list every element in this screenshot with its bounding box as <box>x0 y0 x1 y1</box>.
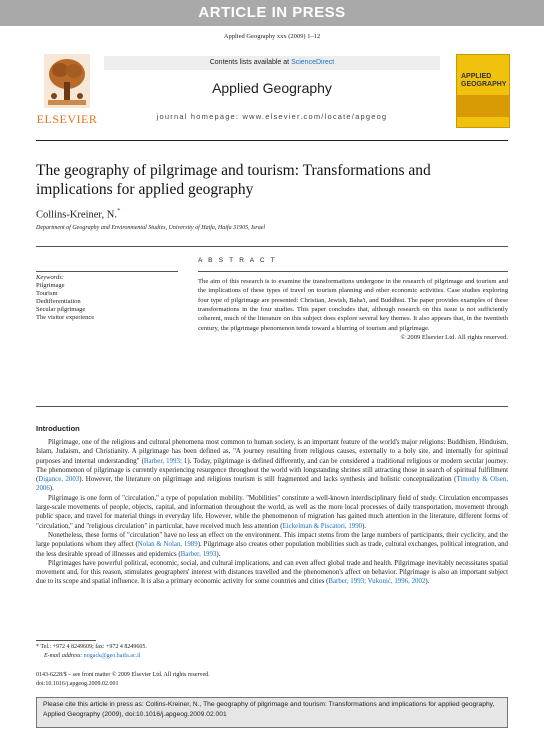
text-run: ). <box>49 485 54 493</box>
issn-line: 0143-6228/$ – see front matter © 2009 Elsevier Ltd. All rights reserved. <box>36 672 210 678</box>
text-run: Pilgrimage is one form of "circulation," a type of population mobility. "Mobilities" constitute a well-known interdisciplinary field of study. Circulation encompasses large-scale movements of people, objects, capital, and information throughout the world, as well as the more local processes of daily transportation, movement through public space, and travel for material things in everyday life. However, while the phenomenon of migration has gained much attention in the literature, different forms of "circulation," and "religious circulation" in particular, have received much less attention ( <box>36 494 508 530</box>
footnote-email-line <box>36 652 147 661</box>
text-run: Pilgrimage, one of the religious and cultural phenomena most common to human society, is an important feature of the world's major religions: Buddhism, Hinduism, Islam, Judaism, and Christianity. A pilgrimage has been defined as, "A journey resulting from religious causes, externally to a holy site, and internally for spiritual purposes and internal understanding" ( <box>36 439 508 465</box>
footnote-contact <box>36 643 147 652</box>
text-run: ). Pilgrimage also creates other population mobilities such as trade, cultural exchanges, political integration, and the less desirable spread of illnesses and epidemics ( <box>36 541 508 558</box>
abstract-bottom-rule <box>36 406 508 407</box>
homepage-link[interactable]: www.elsevier.com/locate/apgeog <box>242 112 388 121</box>
email-label: E-mail address: <box>44 652 83 659</box>
cover-band <box>457 95 509 117</box>
footnote <box>36 643 147 660</box>
journal-name: Applied Geography <box>212 80 332 96</box>
keywords-box <box>36 274 178 322</box>
elsevier-tree-icon <box>44 54 90 108</box>
abstract-copyright: © 2009 Elsevier Ltd. All rights reserved. <box>400 334 508 342</box>
cite-this-article-box: Please cite this article in press as: Collins-Kreiner, N., The geography of pilgrimage and tourism: Transformations and implications for applied geography, Applied Geography (2009), doi:10.1016/j.apgeog.2009.02.001 <box>36 697 508 728</box>
sciencedirect-link[interactable]: ScienceDirect <box>291 59 335 66</box>
affiliation: Department of Geography and Environmental Studies, University of Haifa, Haifa 31905, Israel <box>36 225 266 231</box>
journal-homepage <box>104 112 440 121</box>
author-name: Collins-Kreiner, N. <box>36 209 117 221</box>
paper-title: The geography of pilgrimage and tourism: Transformations and implications for applied geography <box>36 162 431 198</box>
citation-link[interactable]: Timothy & Olsen, 2006 <box>36 476 508 493</box>
author <box>36 207 120 221</box>
email-link[interactable]: nogack@geo.haifa.ac.il <box>83 652 141 659</box>
journal-cover-thumbnail <box>456 54 510 128</box>
citation-link[interactable]: Barber, 1993 <box>143 457 180 465</box>
citation-link[interactable]: Eickelman & Piscatori, 1990 <box>282 522 363 530</box>
contents-prefix: Contents lists available at <box>209 59 292 66</box>
homepage-prefix: journal homepage: <box>156 112 243 121</box>
affiliation-rule <box>36 246 508 247</box>
abstract-body: The aim of this research is to examine the transformations undergone in the research of pilgrimage and tourism and the implications of these types of travel on tourism planning and other economic activities. Case studies exploring four type of pilgrimage are presented: Christian, Jewish, Baha'i, and Buddhist. The paper provides examples of these transformations in the four studies. This paper concludes that, although research on this issue is not sufficiently coherent, much of the literature on this subject does explore several key themes. It also appears that, in the twentieth century, the pilgrimage phenomenon tends toward a blurring of tourism and pilgrimage. <box>198 278 508 332</box>
keyword-item: Secular pilgrimage <box>36 306 86 313</box>
keyword-item: The visitor experience <box>36 314 95 321</box>
cover-title <box>461 73 507 89</box>
footnote-tel: Tel.: +972 4 8249609; fax: +972 4 8249605. <box>40 644 147 650</box>
abstract-text <box>198 277 508 342</box>
paragraph <box>36 559 508 587</box>
author-footnote-mark[interactable]: * <box>116 207 121 215</box>
paragraph <box>36 531 508 559</box>
text-run: ). <box>425 578 430 586</box>
text-run: : 1). Today, pilgrimage is defined differently, and can be considered a traditional religious or modern secular journey. The phenomenon of pilgrimage is currently experiencing resurgence throughout the world with longstanding shrines still attracting those in search of spiritual fulfillment ( <box>36 457 509 484</box>
keyword-item: Dedifferentiation <box>36 298 81 305</box>
paragraph <box>36 494 508 531</box>
citation-link[interactable]: Digance, 2003 <box>38 476 80 484</box>
keywords-heading: Keywords: <box>36 274 64 281</box>
abstract-heading: A B S T R A C T <box>198 257 277 264</box>
article-in-press-banner: ARTICLE IN PRESS <box>0 0 544 26</box>
citation-link[interactable]: Barber, 1993; Vukonić, 1996, 2002 <box>328 578 426 586</box>
keyword-item: Tourism <box>36 290 58 297</box>
introduction-body <box>36 438 508 587</box>
text-run: Pilgrimages have powerful political, economic, social, and cultural implications, and can even affect global trade and health. Pilgrimage inevitably necessitates spatial movement and, for this reason, stimulates geographers' interest with distances travelled and the phenomenon's affect on behavior. Pilgrimage is also an important subject due to its scope and spatial influence. It is also a primary economic activity for some countries and cities ( <box>36 559 508 586</box>
footnote-rule <box>36 640 96 641</box>
doi-line: doi:10.1016/j.apgeog.2009.02.001 <box>36 680 119 687</box>
citation-link[interactable]: Nolan & Nolan, 1989 <box>137 541 198 549</box>
cover-title-line-1: APPLIED <box>461 73 492 80</box>
elsevier-logo <box>36 52 98 128</box>
text-run: Nonetheless, these forms of "circulation" have no less an effect on the environment. This impact stems from the large numbers of participants, their cyclicity, and the large populations whom they affect ( <box>36 531 508 549</box>
journal-citation-line: Applied Geography xxx (2009) 1–12 <box>223 33 321 40</box>
keywords-rule <box>36 271 178 272</box>
contents-bar <box>104 56 440 70</box>
journal-header <box>36 52 508 136</box>
header-rule <box>36 140 508 141</box>
keyword-item: Pilgrimage <box>36 282 65 289</box>
footnote-mark: * <box>36 644 39 650</box>
text-run: ). However, the literature on pilgrimage and religious tourism is still fragmented and lacks synthesis and holistic conceptualization ( <box>79 476 457 484</box>
abstract-rule <box>198 271 508 272</box>
journal-title-block <box>104 52 440 136</box>
citation-link[interactable]: Barber, 1993 <box>180 550 217 558</box>
issn-block <box>36 671 210 688</box>
elsevier-wordmark: ELSEVIER <box>36 112 98 126</box>
text-run: ). <box>362 522 367 530</box>
cover-title-line-2: GEOGRAPHY <box>461 81 507 88</box>
text-run: ). <box>216 550 221 558</box>
paragraph <box>36 438 508 494</box>
introduction-heading: Introduction <box>36 424 80 433</box>
